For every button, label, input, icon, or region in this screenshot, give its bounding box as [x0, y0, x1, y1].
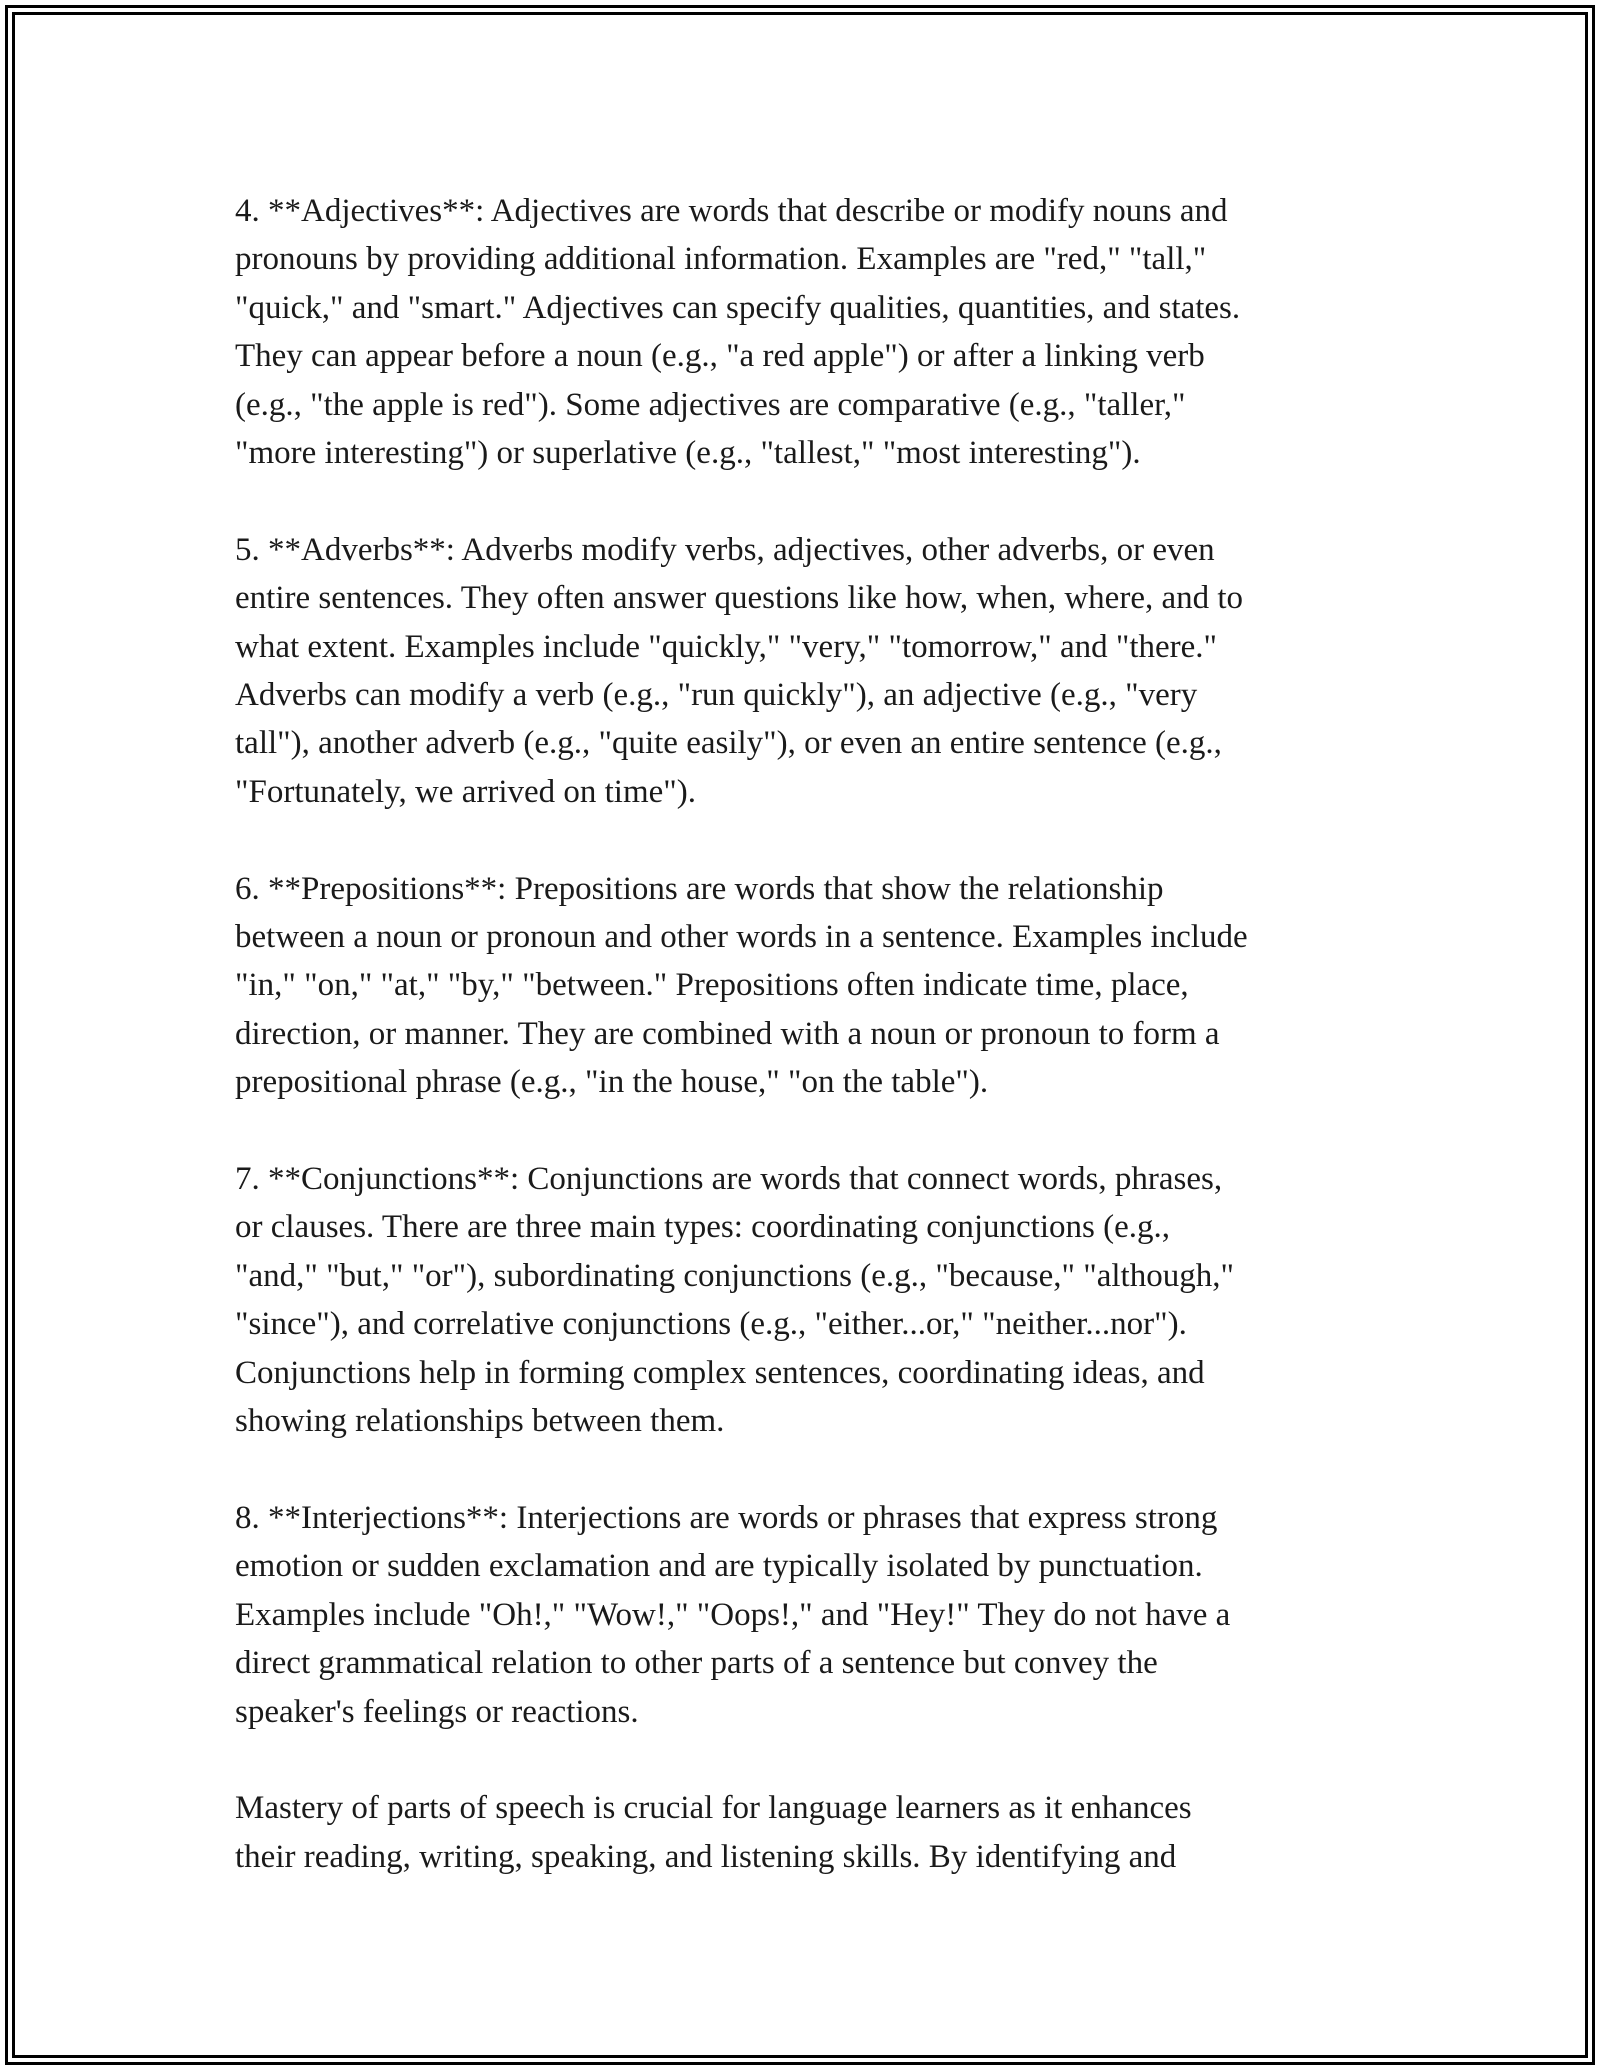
paragraph-adjectives: 4. **Adjectives**: Adjectives are words that describe or modify nouns and pronouns by providing additional information. Examples are "red," "tall," "quick," and "smart." Adjectives can specify qualities, quantities, and states. They can appear before a noun (e.g., "a red apple") or after a linking verb (e.g., "the apple is red"). Some adjectives are comparative (e.g., "taller," "more interesting") or superlative (e.g., "tallest," "most interesting").	[235, 193, 1241, 472]
paragraph-conjunctions: 7. **Conjunctions**: Conjunctions are words that connect words, phrases, or clauses. There are three main types: coordinating conjunctions (e.g., "and," "but," "or"), subordinating conjunctions (e.g., "because," "although," "since"), and correlative conjunctions (e.g., "either...or," "neither...nor"). Conjunctions help in forming complex sentences, coordinating ideas, and showing relationships between them.	[235, 1161, 1234, 1440]
document-body	[235, 187, 1375, 1881]
paragraph-mastery: Mastery of parts of speech is crucial for language learners as it enhances their reading, writing, speaking, and listening skills. By identifying and	[235, 1790, 1192, 1875]
paragraph-prepositions: 6. **Prepositions**: Prepositions are words that show the relationship between a noun or pronoun and other words in a sentence. Examples include "in," "on," "at," "by," "between." Prepositions often indicate time, place, direction, or manner. They are combined with a noun or pronoun to form a prepositional phrase (e.g., "in the house," "on the table").	[235, 870, 1248, 1101]
paragraph-interjections: 8. **Interjections**: Interjections are words or phrases that express strong emotion or sudden exclamation and are typically isolated by punctuation. Examples include "Oh!," "Wow!," "Oops!," and "Hey!" They do not have a direct grammatical relation to other parts of a sentence but convey the speaker's feelings or reactions.	[235, 1499, 1231, 1730]
paragraph-adverbs: 5. **Adverbs**: Adverbs modify verbs, adjectives, other adverbs, or even entire sentences. They often answer questions like how, when, where, and to what extent. Examples include "quickly," "very," "tomorrow," and "there." Adverbs can modify a verb (e.g., "run quickly"), an adjective (e.g., "very tall"), another adverb (e.g., "quite easily"), or even an entire sentence (e.g., "Fortunately, we arrived on time").	[235, 531, 1244, 810]
